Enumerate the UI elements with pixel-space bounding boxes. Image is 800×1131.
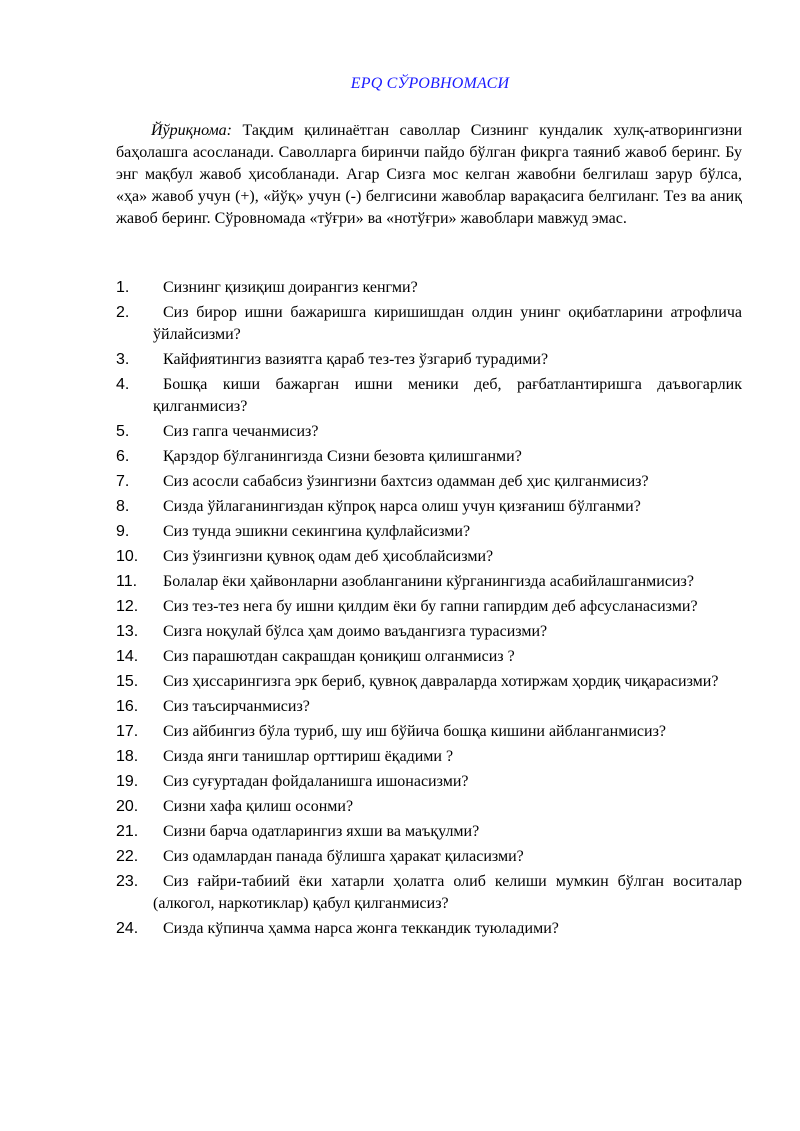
question-item xyxy=(116,471,742,493)
question-text: Болалар ёки ҳайвонларни азобланганини кўрганингизда асабийлашганмисиз? xyxy=(163,573,694,590)
question-item xyxy=(116,446,742,468)
question-number: 15. xyxy=(116,673,139,690)
question-number: 17. xyxy=(116,723,139,740)
question-number: 24. xyxy=(116,920,139,937)
question-number: 20. xyxy=(116,798,139,815)
question-number: 2. xyxy=(116,304,130,321)
question-number: 4. xyxy=(116,376,130,393)
question-text: Кайфиятингиз вазиятга қараб тез-тез ўзгариб турадими? xyxy=(163,351,549,368)
question-number: 19. xyxy=(116,773,139,790)
question-number: 11. xyxy=(116,573,138,590)
question-item xyxy=(116,496,742,518)
question-item xyxy=(116,871,742,915)
question-number: 8. xyxy=(116,498,130,515)
question-item xyxy=(116,596,742,618)
question-text: Сизнинг қизиқиш доирангиз кенгми? xyxy=(163,279,418,296)
question-text: Сиз парашютдан сакрашдан қониқиш олганмисиз ? xyxy=(163,648,515,665)
question-item xyxy=(116,349,742,371)
question-item xyxy=(116,671,742,693)
question-item xyxy=(116,771,742,793)
question-text: Сиз суғуртадан фойдаланишга ишонасизми? xyxy=(163,773,469,790)
question-text: Сизни хафа қилиш осонми? xyxy=(163,798,354,815)
question-number: 13. xyxy=(116,623,139,640)
question-number: 16. xyxy=(116,698,139,715)
question-number: 21. xyxy=(116,823,139,840)
question-text: Сиз одамлардан панада бўлишга ҳаракат қиласизми? xyxy=(163,848,524,865)
question-item xyxy=(116,696,742,718)
question-text: Қарздор бўлганингизда Сизни безовта қилишганми? xyxy=(163,448,522,465)
question-text: Сизда ўйлаганингиздан кўпроқ нарса олиш учун қизғаниш бўлганми? xyxy=(163,498,641,515)
question-number: 22. xyxy=(116,848,139,865)
question-text: Сиз таъсирчанмисиз? xyxy=(163,698,310,715)
question-text: Сиз гапга чечанмисиз? xyxy=(163,423,319,440)
question-item xyxy=(116,521,742,543)
question-number: 9. xyxy=(116,523,130,540)
question-number: 14. xyxy=(116,648,139,665)
question-text: Сиз ўзингизни қувноқ одам деб ҳисоблайсизми? xyxy=(163,548,494,565)
question-text: Сизда янги танишлар орттириш ёқадими ? xyxy=(163,748,454,765)
question-text: Сиз тунда эшикни секингина қулфлайсизми? xyxy=(163,523,471,540)
question-number: 5. xyxy=(116,423,130,440)
question-item xyxy=(116,846,742,868)
question-item xyxy=(116,621,742,643)
question-item xyxy=(116,546,742,568)
question-text: Бошқа киши бажарган ишни меники деб, рағбатлантиришга даъвогарлик қилганмисиз? xyxy=(153,376,742,415)
question-item xyxy=(116,421,742,443)
instructions-lead: Йўриқнома: xyxy=(151,122,233,139)
question-item xyxy=(116,646,742,668)
question-text: Сиз асосли сабабсиз ўзингизни бахтсиз одамман деб ҳис қилганмисиз? xyxy=(163,473,649,490)
question-text: Сиз бирор ишни бажаришга киришишдан олдин унинг оқибатларини атрофлича ўйлайсизми? xyxy=(153,304,742,343)
question-text: Сизга ноқулай бўлса ҳам доимо ваъдангизга турасизми? xyxy=(163,623,548,640)
question-text: Сизда кўпинча ҳамма нарса жонга теккандик туюладими? xyxy=(163,920,559,937)
question-number: 1. xyxy=(116,279,130,296)
questions-list xyxy=(116,277,742,943)
question-item xyxy=(116,796,742,818)
question-number: 23. xyxy=(116,873,139,890)
question-item xyxy=(116,918,742,940)
question-item xyxy=(116,721,742,743)
question-item xyxy=(116,746,742,768)
question-text: Сиз тез-тез нега бу ишни қилдим ёки бу гапни гапирдим деб афсусланасизми? xyxy=(163,598,698,615)
question-number: 6. xyxy=(116,448,130,465)
instructions-text: Тақдим қилинаётган саволлар Сизнинг кундалик хулқ-атворингизни баҳолашга асосланади. Саволларга биринчи пайдо бўлган фикрга таяниб жавоб беринг. Бу энг мақбул жавоб ҳисобланади. Агар Сизга мос келган жавобни белгилаш зарур бўлса, «ҳа» жавоб учун (+), «йўқ» учун (-) белгисини жавоблар варақасига белгиланг. Тез ва аниқ жавоб беринг. Сўровномада «тўғри» ва «нотўғри» жавоблари мавжуд эмас. xyxy=(116,122,742,227)
question-number: 18. xyxy=(116,748,139,765)
question-item xyxy=(116,302,742,346)
instructions-paragraph xyxy=(116,120,742,230)
question-item xyxy=(116,374,742,418)
question-text: Сиз ғайри-табиий ёки хатарли ҳолатга олиб келиши мумкин бўлган воситалар (алкогол, наркотиклар) қабул қилганмисиз? xyxy=(153,873,742,912)
question-number: 3. xyxy=(116,351,130,368)
question-text: Сиз айбингиз бўла туриб, шу иш бўйича бошқа кишини айбланганмисиз? xyxy=(163,723,666,740)
question-text: Сиз ҳиссарингизга эрк бериб, қувноқ давраларда хотиржам ҳордиқ чиқарасизми? xyxy=(163,673,719,690)
question-item xyxy=(116,571,742,593)
question-number: 7. xyxy=(116,473,130,490)
question-number: 12. xyxy=(116,598,139,615)
document-title: EPQ СЎРОВНОМАСИ xyxy=(350,75,510,92)
question-number: 10. xyxy=(116,548,139,565)
question-text: Сизни барча одатларингиз яхши ва маъқулми? xyxy=(163,823,480,840)
question-item xyxy=(116,277,742,299)
question-item xyxy=(116,821,742,843)
